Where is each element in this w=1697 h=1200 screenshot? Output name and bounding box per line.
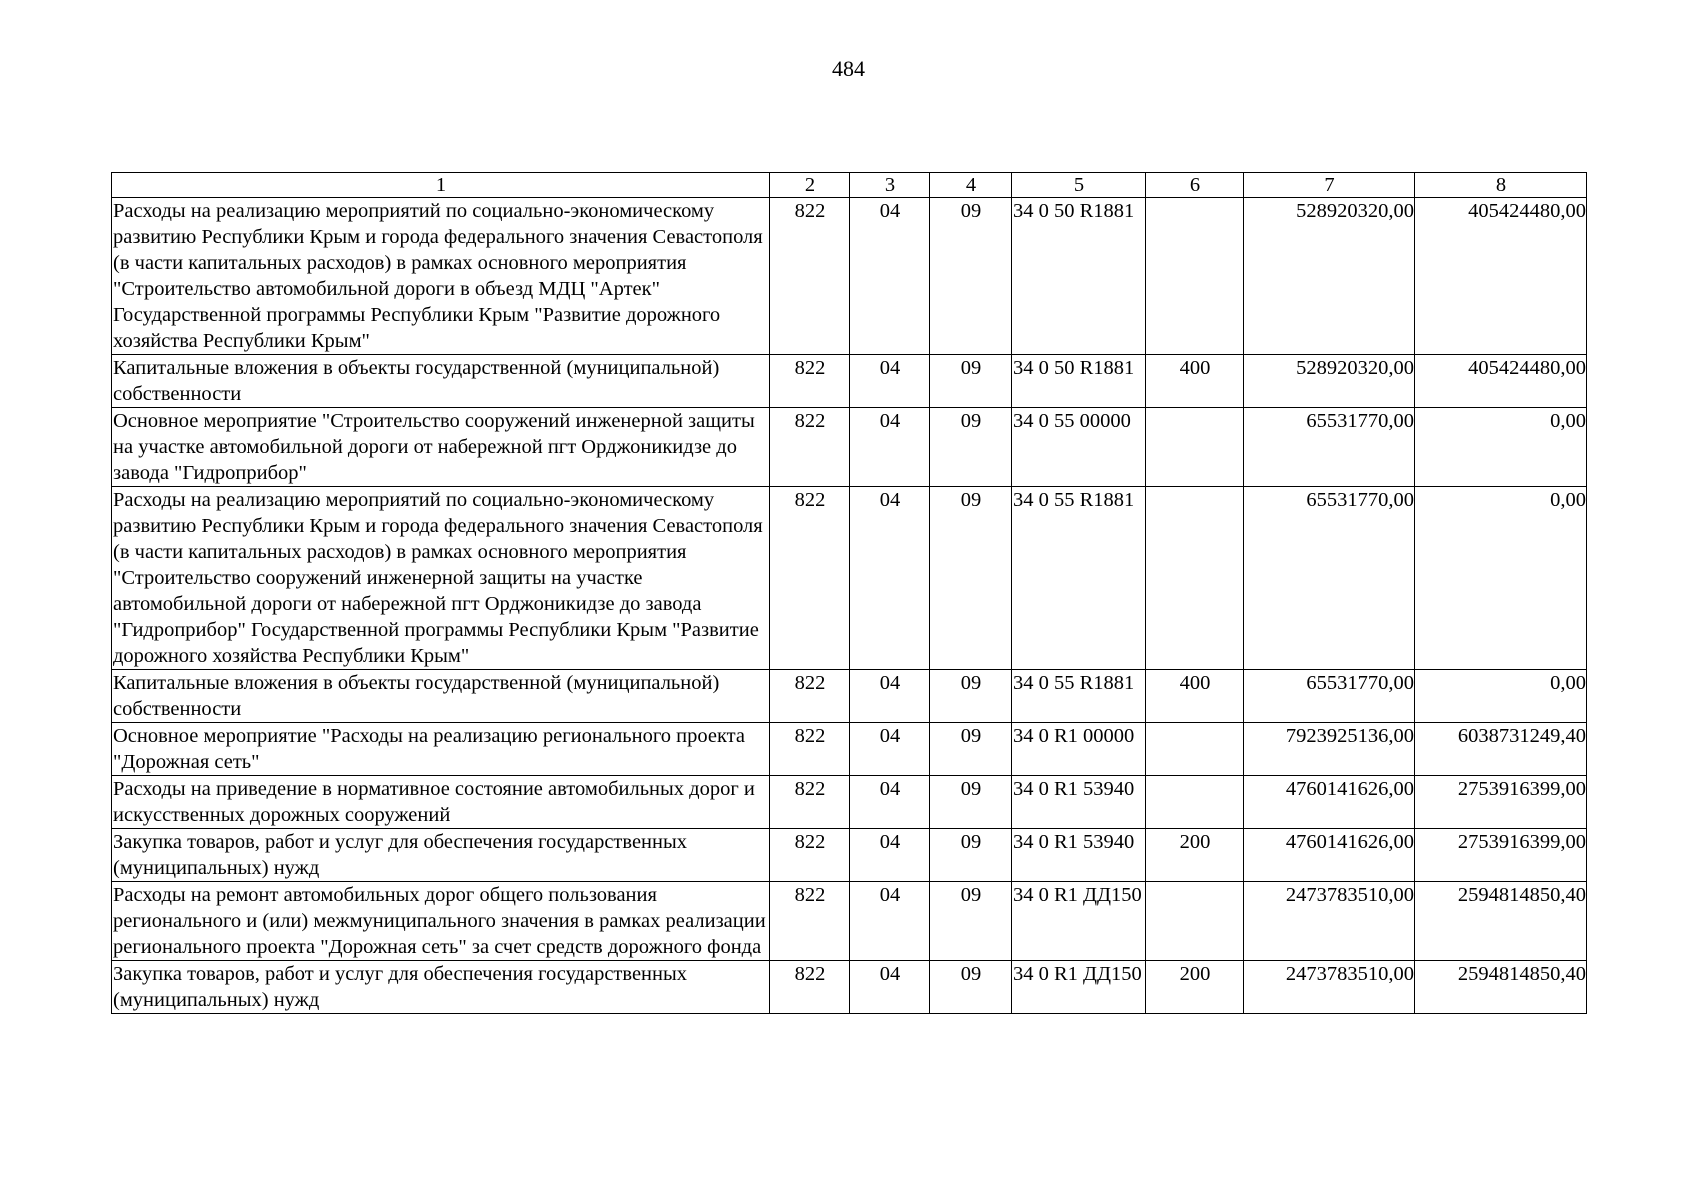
- row-rz: 04: [850, 487, 930, 670]
- row-name: Основное мероприятие "Расходы на реализацию регионального проекта "Дорожная сеть": [112, 723, 770, 776]
- column-header: 4: [930, 173, 1012, 198]
- table-row: [112, 961, 1587, 1014]
- row-vr: [1146, 487, 1244, 670]
- row-rz: 04: [850, 408, 930, 487]
- row-grbs: 822: [770, 487, 850, 670]
- row-csr: 34 0 50 R1881: [1012, 198, 1146, 355]
- row-name: Капитальные вложения в объекты государственной (муниципальной) собственности: [112, 355, 770, 408]
- header-row: [112, 173, 1587, 198]
- row-vr: 400: [1146, 355, 1244, 408]
- row-vr: [1146, 776, 1244, 829]
- row-rz: 04: [850, 198, 930, 355]
- row-sum-1: 65531770,00: [1244, 487, 1415, 670]
- row-pr: 09: [930, 961, 1012, 1014]
- row-name: Закупка товаров, работ и услуг для обеспечения государственных (муниципальных) нужд: [112, 961, 770, 1014]
- row-csr: 34 0 R1 53940: [1012, 776, 1146, 829]
- row-grbs: 822: [770, 670, 850, 723]
- row-grbs: 822: [770, 961, 850, 1014]
- row-vr: [1146, 882, 1244, 961]
- row-sum-2: 405424480,00: [1415, 198, 1587, 355]
- row-sum-1: 4760141626,00: [1244, 776, 1415, 829]
- budget-table: [111, 172, 1587, 1014]
- row-grbs: 822: [770, 829, 850, 882]
- row-rz: 04: [850, 723, 930, 776]
- table-row: [112, 487, 1587, 670]
- table-row: [112, 408, 1587, 487]
- row-name: Расходы на реализацию мероприятий по социально-экономическому развитию Республики Крым и города федерального значения Севастополя (в части капитальных расходов) в рамках основного мероприятия "Строительство сооружений инженерной защиты на участке автомобильной дороги от набережной пгт Орджоникидзе до завода "Гидроприбор" Государственной программы Республики Крым "Развитие дорожного хозяйства Республики Крым": [112, 487, 770, 670]
- table-row: [112, 198, 1587, 355]
- row-name: Закупка товаров, работ и услуг для обеспечения государственных (муниципальных) нужд: [112, 829, 770, 882]
- row-sum-1: 4760141626,00: [1244, 829, 1415, 882]
- row-vr: 200: [1146, 829, 1244, 882]
- row-grbs: 822: [770, 198, 850, 355]
- table-row: [112, 723, 1587, 776]
- row-pr: 09: [930, 198, 1012, 355]
- row-sum-2: 6038731249,40: [1415, 723, 1587, 776]
- row-name: Капитальные вложения в объекты государственной (муниципальной) собственности: [112, 670, 770, 723]
- row-csr: 34 0 55 R1881: [1012, 670, 1146, 723]
- row-pr: 09: [930, 487, 1012, 670]
- column-header: 6: [1146, 173, 1244, 198]
- row-sum-2: 2753916399,00: [1415, 829, 1587, 882]
- row-vr: 200: [1146, 961, 1244, 1014]
- row-sum-1: 65531770,00: [1244, 408, 1415, 487]
- row-sum-1: 2473783510,00: [1244, 882, 1415, 961]
- row-grbs: 822: [770, 355, 850, 408]
- row-vr: [1146, 723, 1244, 776]
- table-row: [112, 670, 1587, 723]
- row-sum-2: 2753916399,00: [1415, 776, 1587, 829]
- row-pr: 09: [930, 355, 1012, 408]
- row-sum-2: 405424480,00: [1415, 355, 1587, 408]
- row-pr: 09: [930, 829, 1012, 882]
- table-row: [112, 882, 1587, 961]
- row-grbs: 822: [770, 408, 850, 487]
- row-csr: 34 0 55 00000: [1012, 408, 1146, 487]
- row-sum-1: 528920320,00: [1244, 198, 1415, 355]
- column-header: 1: [112, 173, 770, 198]
- column-header: 2: [770, 173, 850, 198]
- row-pr: 09: [930, 723, 1012, 776]
- page-number: 484: [832, 56, 865, 81]
- row-sum-1: 65531770,00: [1244, 670, 1415, 723]
- row-csr: 34 0 R1 ДД150: [1012, 882, 1146, 961]
- row-rz: 04: [850, 961, 930, 1014]
- row-sum-2: 2594814850,40: [1415, 882, 1587, 961]
- row-csr: 34 0 55 R1881: [1012, 487, 1146, 670]
- row-rz: 04: [850, 882, 930, 961]
- row-sum-1: 528920320,00: [1244, 355, 1415, 408]
- row-sum-2: 0,00: [1415, 670, 1587, 723]
- row-name: Основное мероприятие "Строительство сооружений инженерной защиты на участке автомобильной дороги от набережной пгт Орджоникидзе до завода "Гидроприбор": [112, 408, 770, 487]
- row-grbs: 822: [770, 882, 850, 961]
- row-name: Расходы на ремонт автомобильных дорог общего пользования регионального и (или) межмуниципального значения в рамках реализации регионального проекта "Дорожная сеть" за счет средств дорожного фонда: [112, 882, 770, 961]
- column-header: 3: [850, 173, 930, 198]
- table-row: [112, 829, 1587, 882]
- row-csr: 34 0 50 R1881: [1012, 355, 1146, 408]
- row-rz: 04: [850, 776, 930, 829]
- table-row: [112, 776, 1587, 829]
- row-name: Расходы на приведение в нормативное состояние автомобильных дорог и искусственных дорожных сооружений: [112, 776, 770, 829]
- row-vr: [1146, 198, 1244, 355]
- row-sum-2: 0,00: [1415, 487, 1587, 670]
- row-pr: 09: [930, 776, 1012, 829]
- row-csr: 34 0 R1 ДД150: [1012, 961, 1146, 1014]
- row-pr: 09: [930, 882, 1012, 961]
- row-sum-1: 7923925136,00: [1244, 723, 1415, 776]
- row-csr: 34 0 R1 53940: [1012, 829, 1146, 882]
- row-vr: [1146, 408, 1244, 487]
- column-header: 8: [1415, 173, 1587, 198]
- column-header: 7: [1244, 173, 1415, 198]
- row-vr: 400: [1146, 670, 1244, 723]
- column-header: 5: [1012, 173, 1146, 198]
- row-rz: 04: [850, 670, 930, 723]
- row-pr: 09: [930, 408, 1012, 487]
- row-sum-2: 2594814850,40: [1415, 961, 1587, 1014]
- table-row: [112, 355, 1587, 408]
- row-rz: 04: [850, 829, 930, 882]
- row-sum-2: 0,00: [1415, 408, 1587, 487]
- row-grbs: 822: [770, 776, 850, 829]
- row-sum-1: 2473783510,00: [1244, 961, 1415, 1014]
- row-name: Расходы на реализацию мероприятий по социально-экономическому развитию Республики Крым и города федерального значения Севастополя (в части капитальных расходов) в рамках основного мероприятия "Строительство автомобильной дороги в объезд МДЦ "Артек" Государственной программы Республики Крым "Развитие дорожного хозяйства Республики Крым": [112, 198, 770, 355]
- row-csr: 34 0 R1 00000: [1012, 723, 1146, 776]
- row-rz: 04: [850, 355, 930, 408]
- row-grbs: 822: [770, 723, 850, 776]
- row-pr: 09: [930, 670, 1012, 723]
